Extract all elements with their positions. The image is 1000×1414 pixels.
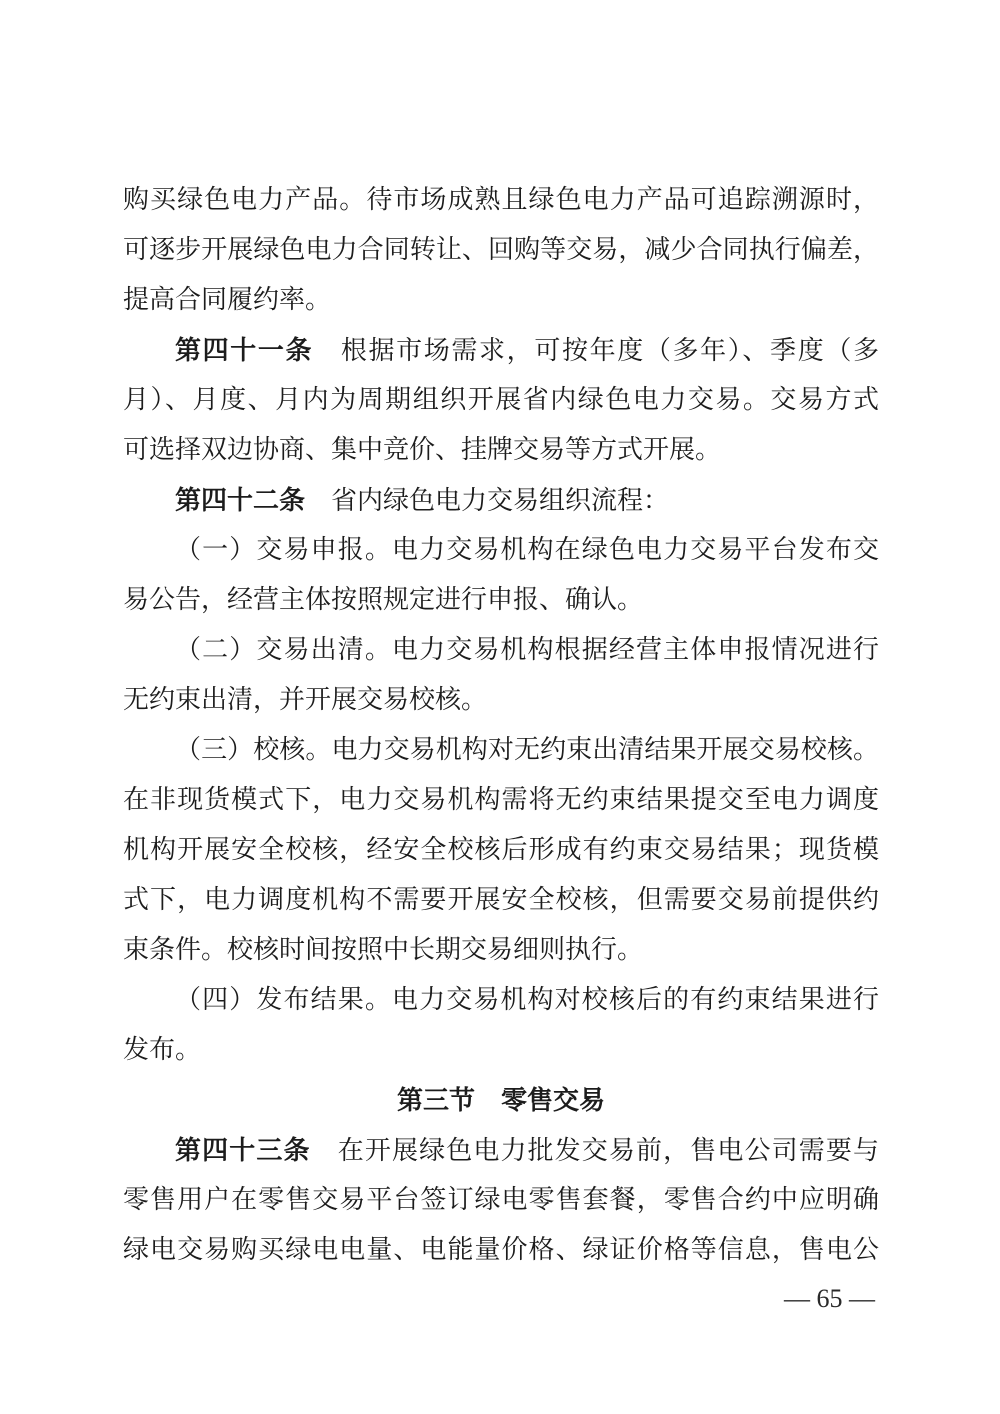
text-line: [123, 425, 879, 475]
bold-heading-text: 第四十三条: [175, 1135, 311, 1165]
text-line: [123, 375, 879, 425]
text-line: [123, 325, 879, 375]
text-line: [123, 175, 879, 225]
text-line: [123, 575, 879, 625]
text-line: [123, 625, 879, 675]
body-text: 提高合同履约率。: [123, 285, 332, 314]
body-text: 可选择双边协商、集中竞价、挂牌交易等方式开展。: [123, 435, 722, 464]
body-text: （三）校核。电力交易机构对无约束出清结果开展交易校核。: [175, 735, 879, 764]
text-line: [123, 975, 879, 1025]
body-text: 月）、月度、月内为周期组织开展省内绿色电力交易。交易方式: [123, 385, 879, 414]
bold-heading-text: 第四十一条: [175, 335, 314, 365]
body-text: 省内绿色电力交易组织流程：: [305, 486, 670, 515]
body-text: 易公告，经营主体按照规定进行申报、确认。: [123, 585, 644, 614]
bold-heading-text: 第四十二条: [175, 485, 306, 515]
page-number: — 65 —: [784, 1284, 875, 1313]
bold-heading-text: 第三节 零售交易: [396, 1085, 605, 1115]
text-line: [123, 1225, 879, 1275]
text-line: [123, 725, 879, 775]
text-line: [123, 825, 879, 875]
body-text: 购买绿色电力产品。待市场成熟且绿色电力产品可追踪溯源时，: [123, 185, 879, 214]
document-body: [123, 175, 879, 1275]
text-line: [123, 525, 879, 575]
text-line: [123, 275, 879, 325]
body-text: 根据市场需求，可按年度（多年）、季度（多: [313, 336, 879, 365]
body-text: 式下，电力调度机构不需要开展安全校核，但需要交易前提供约: [123, 885, 879, 914]
body-text: （四）发布结果。电力交易机构对校核后的有约束结果进行: [175, 985, 879, 1014]
text-line: [123, 1175, 879, 1225]
body-text: 发布。: [123, 1035, 202, 1064]
body-text: 束条件。校核时间按照中长期交易细则执行。: [123, 935, 644, 964]
body-text: （二）交易出清。电力交易机构根据经营主体申报情况进行: [175, 635, 879, 664]
text-line: [123, 875, 879, 925]
text-line: [123, 225, 879, 275]
body-text: 可逐步开展绿色电力合同转让、回购等交易，减少合同执行偏差，: [123, 235, 879, 264]
text-line: [123, 475, 879, 525]
text-line: [123, 775, 879, 825]
body-text: （一）交易申报。电力交易机构在绿色电力交易平台发布交: [175, 535, 879, 564]
body-text: 机构开展安全校核，经安全校核后形成有约束交易结果；现货模: [123, 835, 879, 864]
text-line: [123, 675, 879, 725]
body-text: 零售用户在零售交易平台签订绿电零售套餐，零售合约中应明确: [123, 1185, 879, 1214]
body-text: 在开展绿色电力批发交易前，售电公司需要与: [310, 1136, 879, 1165]
body-text: 绿电交易购买绿电电量、电能量价格、绿证价格等信息，售电公: [123, 1235, 879, 1264]
body-text: 无约束出清，并开展交易校核。: [123, 685, 488, 714]
body-text: 在非现货模式下，电力交易机构需将无约束结果提交至电力调度: [123, 785, 879, 814]
section-heading: [123, 1075, 879, 1125]
text-line: [123, 1125, 879, 1175]
text-line: [123, 1025, 879, 1075]
document-footer: [123, 1275, 879, 1315]
text-line: [123, 925, 879, 975]
